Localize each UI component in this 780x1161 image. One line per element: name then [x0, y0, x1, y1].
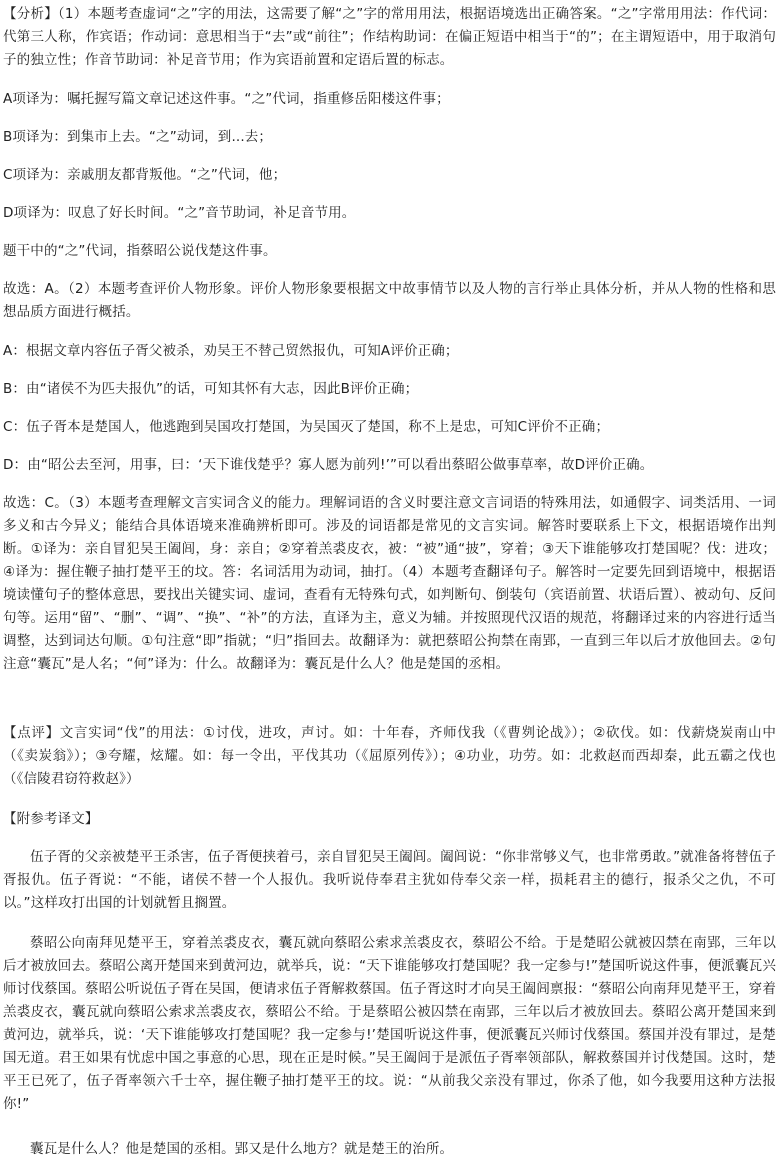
translation-heading: 【附参考译文】 — [3, 811, 99, 827]
option-a-explanation: A项译为：嘱托握写篇文章记述这件事。“之”代词，指重修岳阳楼这件事； — [3, 91, 450, 107]
evaluation-d: D：由“昭公去至河，用事，曰：‘天下谁伐楚乎？寡人愿为前列!’”可以看出蔡昭公做事草率，故D评价正确。 — [3, 457, 654, 473]
option-c-explanation: C项译为：亲戚朋友都背叛他。“之”代词，他； — [3, 167, 287, 183]
translation-paragraph-1: 伍子胥的父亲被楚平王杀害，伍子胥便挟着弓，亲自冒犯吴王阖闾。阖闾说：“你非常够义气，也非常勇敢。”就准备将替伍子胥报仇。伍子胥说：“不能，诸侯不替一个人报仇。我听说侍奉君主犹如侍奉父亲一样，损耗君主的德行，报杀父之仇，不可以。”这样攻打出国的计划就暂且搁置。 — [3, 849, 776, 911]
evaluation-b: B：由“诸侯不为匹夫报仇”的话，可知其怀有大志，因此B评价正确； — [3, 381, 419, 397]
analysis-intro: 【分析】（1）本题考查虚词“之”字的用法，这需要了解“之”字的常用用法，根据语境选出正确答案。“之”字常用用法：作代词：代第三人称，作宾语；作动词：意思相当于“去”或“前往”；作结构助词：在偏正短语中相当于“的”；在主谓短语中，用于取消句子的独立性；作音节助词：补足音节用；作为宾语前置和定语后置的标志。 — [3, 6, 776, 68]
answer-2-and-questions-3-4: 故选：C。（3）本题考查理解文言实词含义的能力。理解词语的含义时要注意文言词语的特殊用法，如通假字、词类活用、一词多义和古今异义；能结合具体语境来准确辨析即可。涉及的词语都是常见的文言实词。解答时要联系上下文，根据语境作出判断。①译为：亲自冒犯吴王阖闾，身：亲自；②穿着羔裘皮衣，被：“被”通“披”，穿着；③天下谁能够攻打楚国呢？伐：进攻；④译为：握住鞭子抽打楚平王的坟。答：名词活用为动词，抽打。（4）本题考查翻译句子。解答时一定要先回到语境中，根据语境读懂句子的整体意思，要找出关键实词、虚词，查看有无特殊句式，如判断句、倒装句（宾语前置、状语后置）、被动句、反问句等。运用“留”、“删”、“调”、“换”、“补”的方法，直译为主，意义为辅。并按照现代汉语的规范，将翻译过来的内容进行适当调整，达到词达句顺。①句注意“即”指就；“归”指回去。故翻译为：就把蔡昭公拘禁在南郢，一直到三年以后才放他回去。②句注意“囊瓦”是人名；“何”译为：什么。故翻译为：囊瓦是什么人？他是楚国的丞相。 — [3, 495, 776, 672]
answer-1-and-question-2: 故选：A。（2）本题考查评价人物形象。评价人物形象要根据文中故事情节以及人物的言行举止具体分析，并从人物的性格和思想品质方面进行概括。 — [3, 281, 776, 320]
evaluation-a: A：根据文章内容伍子胥父被杀，劝吴王不替己贸然报仇，可知A评价正确； — [3, 343, 459, 359]
comment-section: 【点评】文言实词“伐”的用法：①讨伐，进攻，声讨。如：十年春，齐师伐我（《曹刿论战》）；②砍伐。如：伐薪烧炭南山中（《卖炭翁》）；③夸耀，炫耀。如：每一令出，平伐其功（《屈原列传》）；④功业，功劳。如：北救赵而西却秦，此五霸之伐也（《信陵君窃符救赵》） — [3, 725, 776, 787]
translation-paragraph-2: 蔡昭公向南拜见楚平王，穿着羔裘皮衣，囊瓦就向蔡昭公索求羔裘皮衣，蔡昭公不给。于是楚昭公就被囚禁在南郢，三年以后才被放回去。蔡昭公离开楚国来到黄河边，就举兵，说：“天下谁能够攻打楚国呢？我一定参与!”楚国听说这件事，便派囊瓦兴师讨伐蔡国。蔡昭公听说伍子胥在吴国，便请求伍子胥解救蔡国。伍子胥这时才向吴王阖闾禀报：“蔡昭公向南拜见楚平王，穿着羔裘皮衣，囊瓦就向蔡昭公索求羔裘皮衣，蔡昭公不给。于是蔡昭公被囚禁在南郢，三年以后才被放回去。蔡昭公离开楚国来到黄河边，就举兵，说：‘天下谁能够攻打楚国呢？我一定参与!’楚国听说这件事，便派囊瓦兴师讨伐蔡国。蔡国并没有罪过，是楚国无道。君王如果有忧虑中国之事意的心思，现在正是时候。”吴王阖闾于是派伍子胥率领部队，解救蔡国并讨伐楚国。这时，楚平王已死了，伍子胥率领六千士卒，握住鞭子抽打楚平王的坟。说：“从前我父亲没有罪过，你杀了他，如今我要用这种方法报你!” — [3, 935, 776, 1112]
translation-paragraph-3: 囊瓦是什么人？他是楚国的丞相。郢又是什么地方？就是楚王的治所。 — [30, 1141, 454, 1157]
stem-note: 题干中的“之”代词，指蔡昭公说伐楚这件事。 — [3, 243, 277, 259]
option-b-explanation: B项译为：到集市上去。“之”动词，到...去； — [3, 129, 273, 145]
option-d-explanation: D项译为：叹息了好长时间。“之”音节助词，补足音节用。 — [3, 205, 356, 221]
evaluation-c: C：伍子胥本是楚国人，他逃跑到吴国攻打楚国，为吴国灭了楚国，称不上是忠，可知C评价不正确； — [3, 419, 610, 435]
